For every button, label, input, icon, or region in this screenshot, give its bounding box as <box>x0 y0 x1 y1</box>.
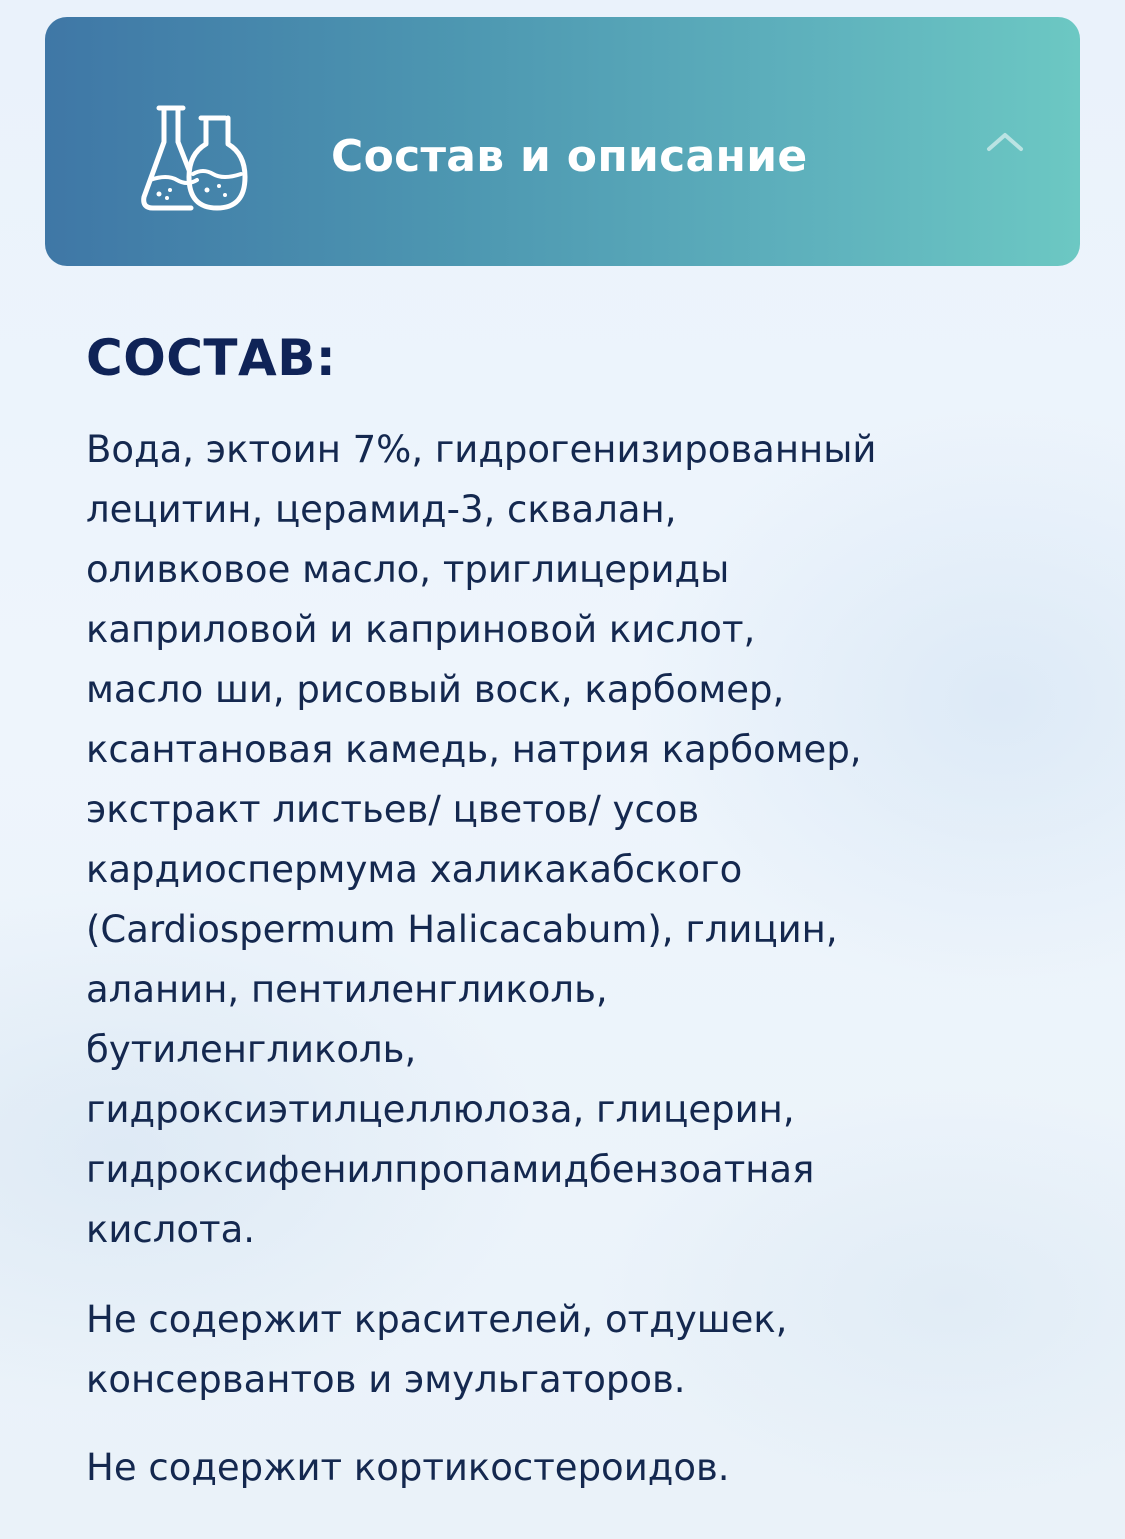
ingredients-list <box>86 420 1086 1260</box>
composition-section <box>86 320 1086 1498</box>
ingredients-line: кардиоспермума халикакабского <box>86 848 743 891</box>
ingredients-line: ксантановая камедь, натрия карбомер, <box>86 728 862 771</box>
note-line: Не содержит красителей, отдушек, <box>86 1298 788 1341</box>
note-line: консервантов и эмульгаторов. <box>86 1358 686 1401</box>
ingredients-line: масло ши, рисовый воск, карбомер, <box>86 668 785 711</box>
ingredients-line: кислота. <box>86 1208 256 1251</box>
accordion-title: Состав и описание <box>331 131 808 182</box>
ingredients-line: аланин, пентиленгликоль, <box>86 968 608 1011</box>
note-line: Не содержит кортикостероидов. <box>86 1446 730 1489</box>
note-no-corticosteroids <box>86 1438 1086 1498</box>
ingredients-line: оливковое масло, триглицериды <box>86 548 730 591</box>
composition-heading: СОСТАВ: <box>86 329 337 387</box>
ingredients-line: каприловой и каприновой кислот, <box>86 608 756 651</box>
ingredients-line: экстракт листьев/ цветов/ усов <box>86 788 700 831</box>
ingredients-line: гидроксифенилпропамидбензоатная <box>86 1148 815 1191</box>
chevron-up-icon[interactable] <box>983 127 1027 155</box>
flasks-icon <box>137 102 257 217</box>
ingredients-line: Вода, эктоин 7%, гидрогенизированный <box>86 428 877 471</box>
ingredients-line: гидроксиэтилцеллюлоза, глицерин, <box>86 1088 795 1131</box>
note-free-of-additives <box>86 1290 1086 1410</box>
ingredients-line: (Cardiospermum Halicacabum), глицин, <box>86 908 838 951</box>
ingredients-line: лецитин, церамид-3, сквалан, <box>86 488 677 531</box>
accordion-header-composition[interactable] <box>45 17 1080 266</box>
ingredients-line: бутиленгликоль, <box>86 1028 417 1071</box>
